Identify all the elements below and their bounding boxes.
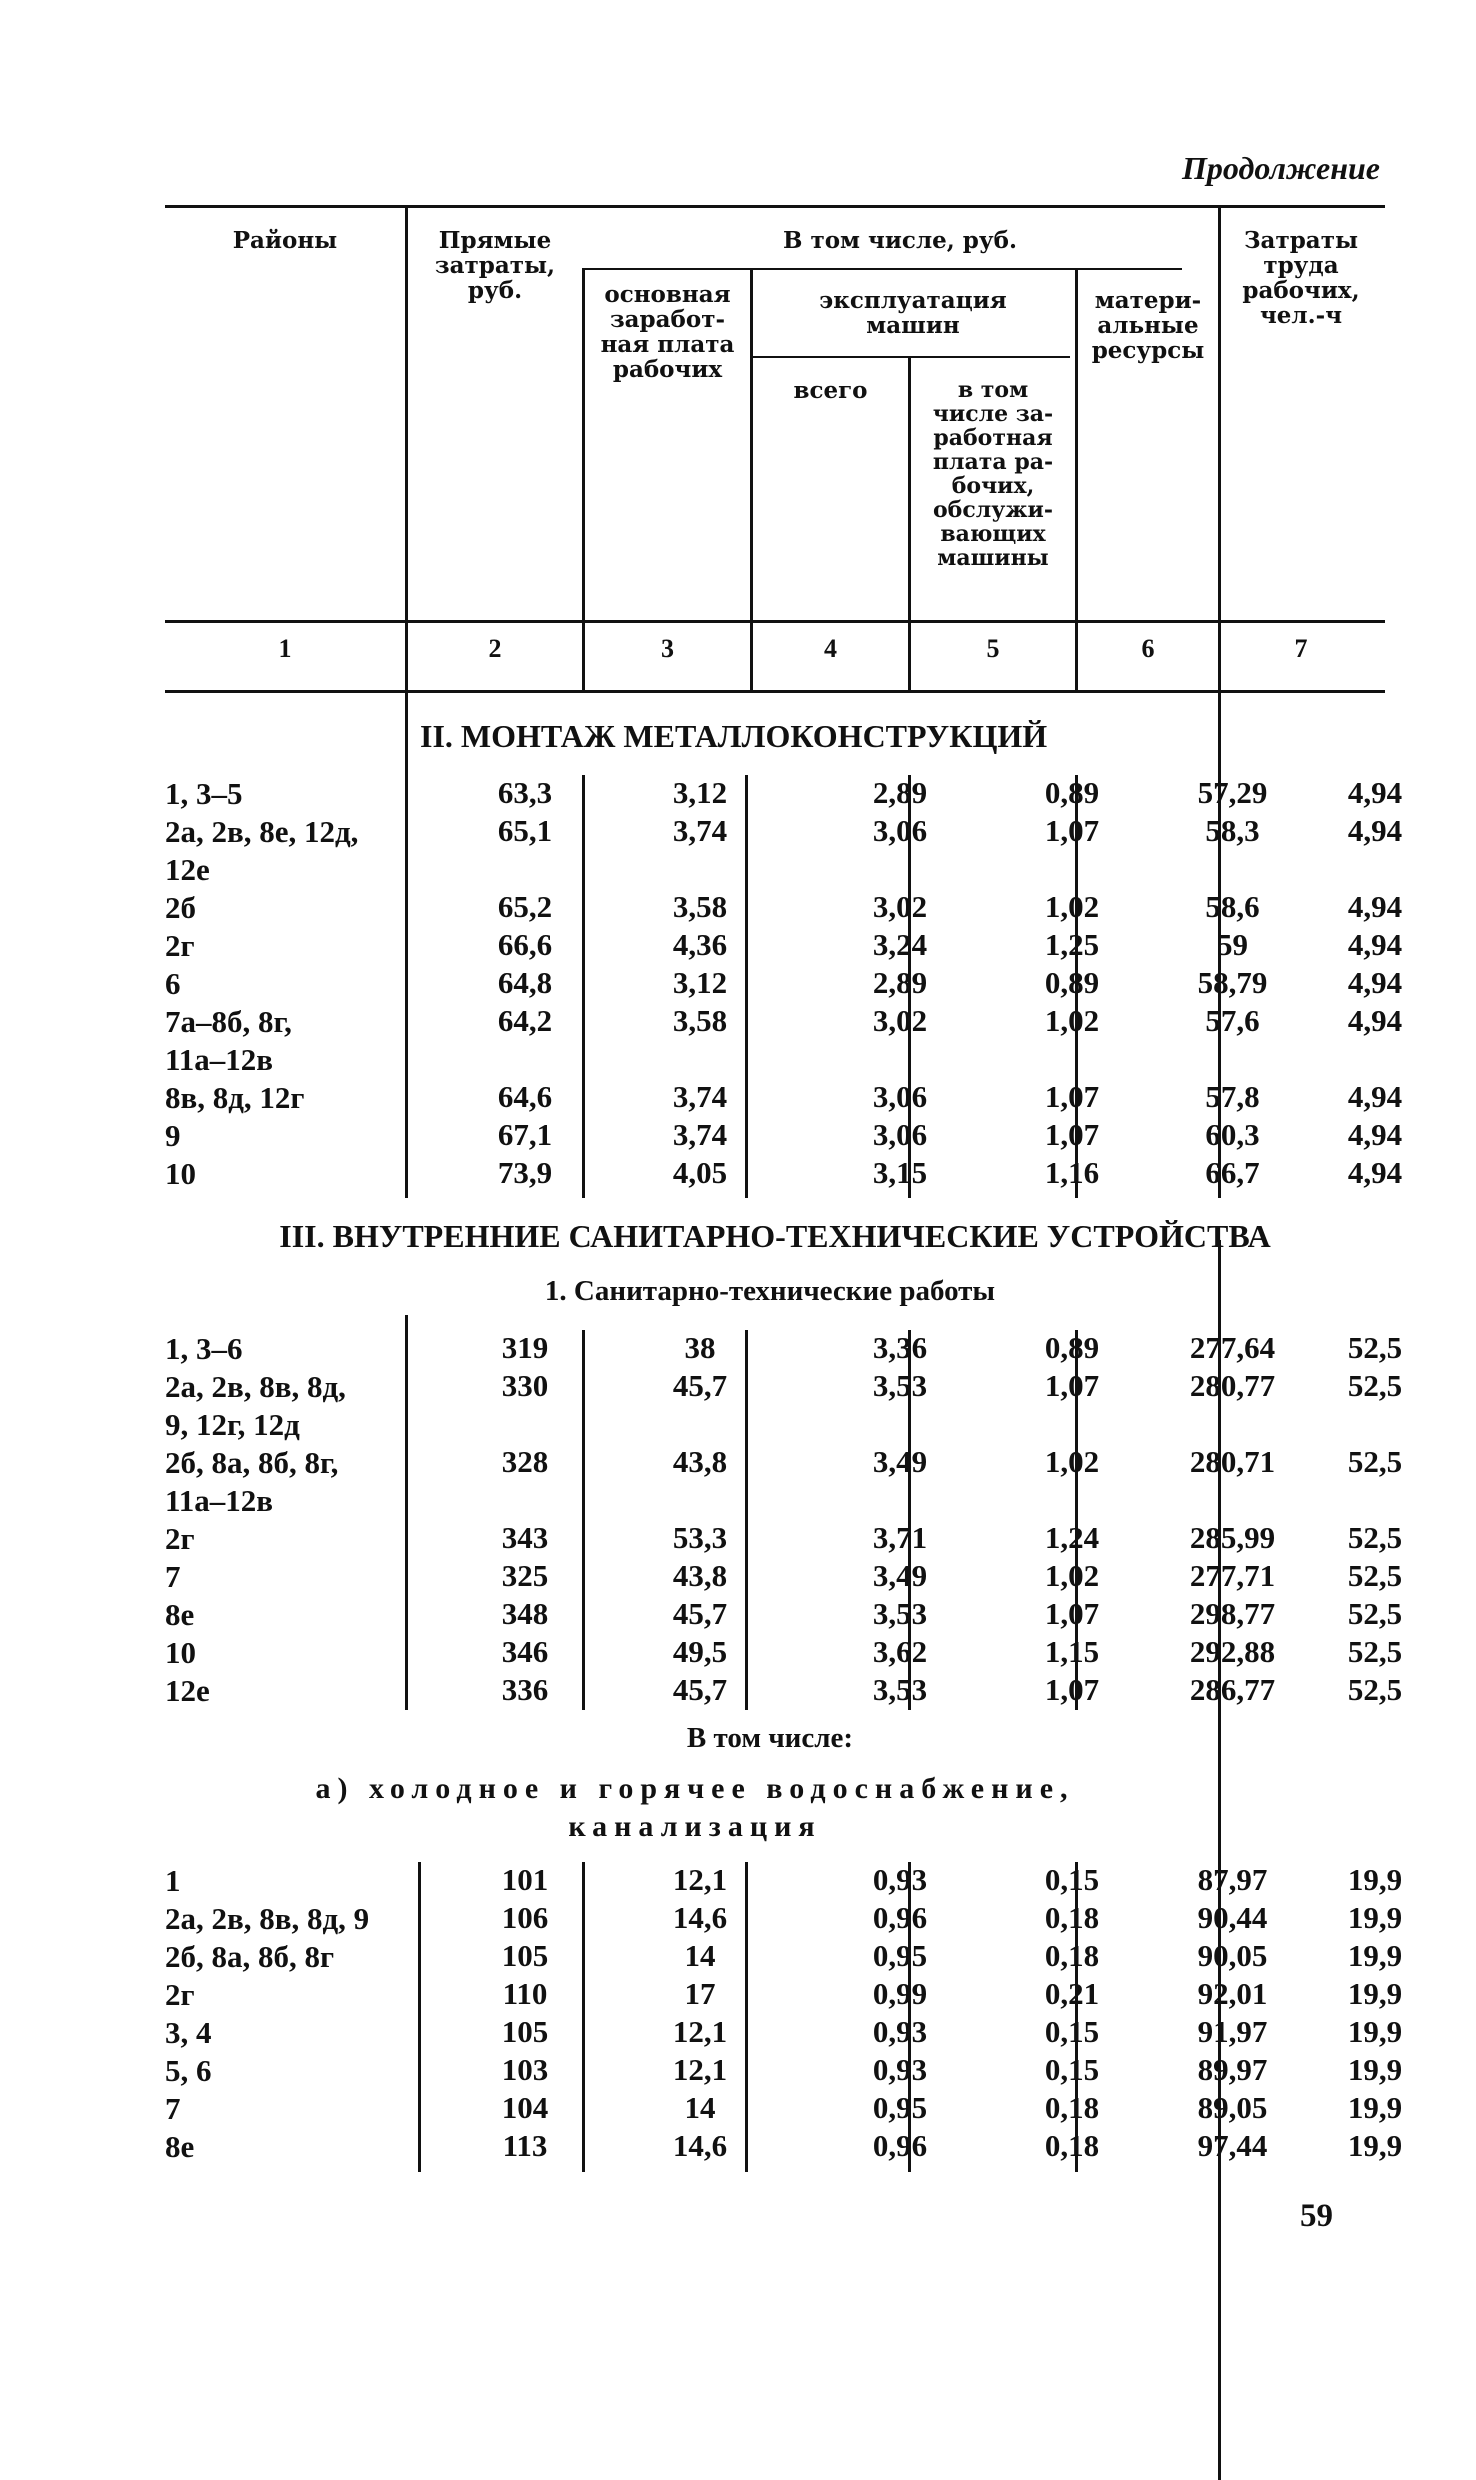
table-row: 9 67,1 3,74 3,06 1,07 60,3 4,94 — [165, 1117, 1403, 1153]
section-2-table — [165, 775, 1403, 1193]
header-subrule-including — [582, 268, 1182, 270]
section-3-title: III. ВНУТРЕННИЕ САНИТАРНО-ТЕХНИЧЕСКИЕ УСТРОЙСТВА — [279, 1218, 1271, 1254]
table-row: 2б, 8а, 8б, 8г, 11а–12в 328 43,8 3,49 1,02 280,71 52,5 — [165, 1444, 1403, 1518]
table-row: 1, 3–5 63,3 3,12 2,89 0,89 57,29 4,94 — [165, 775, 1403, 811]
section-3-table — [165, 1330, 1403, 1710]
subsection-a-title: а) холодное и горячее водоснабжение, канализация — [315, 1772, 1075, 1843]
header-labor: Затраты труда рабочих, чел.-ч — [1242, 227, 1360, 329]
column-number-1: 1 — [278, 634, 292, 663]
header-machines-total: всего — [793, 377, 868, 404]
column-number-4: 4 — [824, 634, 837, 663]
table-row: 8в, 8д, 12г 64,6 3,74 3,06 1,07 57,8 4,94 — [165, 1079, 1403, 1115]
header-direct-costs: Прямые затраты, руб. — [434, 227, 556, 304]
column-numbers-rule — [165, 690, 1385, 693]
header-machines: эксплуатация машин — [819, 287, 1007, 339]
table-row: 10 73,9 4,05 3,15 1,16 66,7 4,94 — [165, 1155, 1403, 1191]
table-row: 3, 4 105 12,1 0,93 0,15 91,97 19,9 — [165, 2014, 1403, 2050]
table-row: 8е 113 14,6 0,96 0,18 97,44 19,9 — [165, 2128, 1403, 2164]
header-materials: матери- альные ресурсы — [1091, 287, 1205, 364]
table-row: 2г 110 17 0,99 0,21 92,01 19,9 — [165, 1976, 1403, 2012]
table-row: 2г 343 53,3 3,71 1,24 285,99 52,5 — [165, 1520, 1403, 1556]
table-row: 7 325 43,8 3,49 1,02 277,71 52,5 — [165, 1558, 1403, 1594]
including-label: В том числе: — [686, 1722, 854, 1754]
table-row: 2б, 8а, 8б, 8г 105 14 0,95 0,18 90,05 19,9 — [165, 1938, 1403, 1974]
table-row: 7 104 14 0,95 0,18 89,05 19,9 — [165, 2090, 1403, 2126]
section-2-title: II. МОНТАЖ МЕТАЛЛОКОНСТРУКЦИЙ — [420, 718, 1048, 754]
table-row: 2а, 2в, 8в, 8д, 9 106 14,6 0,96 0,18 90,44 19,9 — [165, 1900, 1403, 1936]
table-row: 2а, 2в, 8в, 8д, 9, 12г, 12д 330 45,7 3,53 1,07 280,77 52,5 — [165, 1368, 1403, 1442]
header-including: В том числе, руб. — [783, 227, 1017, 254]
table-row: 12е 336 45,7 3,53 1,07 286,77 52,5 — [165, 1672, 1403, 1708]
header-regions: Районы — [232, 227, 338, 254]
table-row: 2б 65,2 3,58 3,02 1,02 58,6 4,94 — [165, 889, 1403, 925]
header-divider-1 — [405, 205, 408, 693]
column-number-2: 2 — [488, 634, 502, 663]
table-row: 8е 348 45,7 3,53 1,07 298,77 52,5 — [165, 1596, 1403, 1632]
header-machine-wage: в том числе за- работная плата ра- бочих, обслужи- вающих машины — [932, 377, 1054, 571]
section-3-subtitle: 1. Санитарно-технические работы — [544, 1275, 996, 1307]
header-base-wage: основная заработ- ная плата рабочих — [600, 281, 735, 383]
table-row: 6 64,8 3,12 2,89 0,89 58,79 4,94 — [165, 965, 1403, 1001]
subsection-a-table — [165, 1862, 1403, 2166]
table-row: 2г 66,6 4,36 3,24 1,25 59 4,94 — [165, 927, 1403, 963]
table-row: 1 101 12,1 0,93 0,15 87,97 19,9 — [165, 1862, 1403, 1898]
column-number-3: 3 — [661, 634, 674, 663]
table-row: 10 346 49,5 3,62 1,15 292,88 52,5 — [165, 1634, 1403, 1670]
page-number: 59 — [1300, 2198, 1333, 2234]
table-row: 1, 3–6 319 38 3,36 0,89 277,64 52,5 — [165, 1330, 1403, 1366]
column-number-6: 6 — [1141, 634, 1155, 663]
column-number-7: 7 — [1294, 634, 1308, 663]
table-row: 2а, 2в, 8е, 12д, 12е 65,1 3,74 3,06 1,07 58,3 4,94 — [165, 813, 1403, 887]
continuation-label: Продолжение — [1182, 150, 1380, 186]
table-row: 7а–8б, 8г, 11а–12в 64,2 3,58 3,02 1,02 57,6 4,94 — [165, 1003, 1403, 1077]
column-number-5: 5 — [986, 634, 1000, 663]
header-top-rule — [165, 205, 1385, 208]
table-row: 5, 6 103 12,1 0,93 0,15 89,97 19,9 — [165, 2052, 1403, 2088]
header-bottom-rule — [165, 620, 1385, 623]
